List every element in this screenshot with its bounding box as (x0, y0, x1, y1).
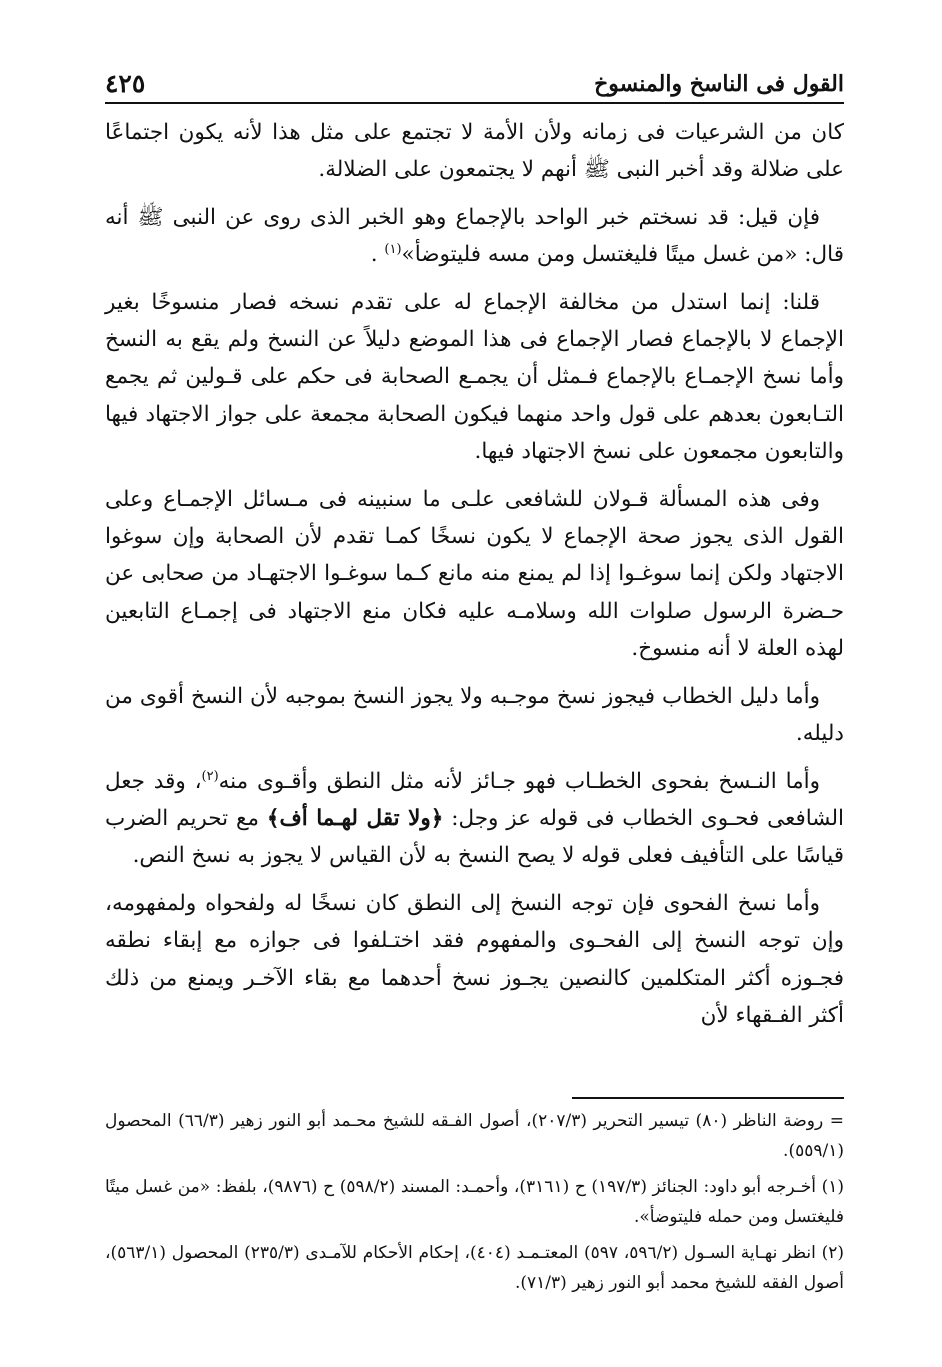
paragraph-7: وأما نسخ الفحوى فإن توجه النسخ إلى النطق كان نسخًا له ولفحواه ولمفهومه، وإن توجه النسخ إلى الفحـوى والمفهوم فقد اختـلفوا فى جوازه مع إبقاء نطقه فجـوزه أكثر المتكلمين كالنصين يجـوز نسخ أحدهما مع بقاء الآخـر ويمنع من ذلك أكثر الفـقهاء لأن (105, 890, 844, 1028)
paragraph-1: كان من الشرعيات فى زمانه ولأن الأمة لا تجتمع على مثل هذا لأنه يكون اجتماعًا على ضلالة وقد أخبر النبى ﷺ أنهم لا يجتمعون على الضلالة. (105, 120, 844, 183)
page-number: ٤٢٥ (105, 69, 146, 98)
running-title: القول فى الناسخ والمنسوخ (594, 71, 844, 97)
footnote-separator (572, 1097, 844, 1099)
page-header (105, 62, 844, 104)
paragraph-4: وفى هذه المسألة قـولان للشافعى علـى ما سنبينه فى مـسائل الإجمـاع وعلى القول الذى يجوز صحة الإجماع لا يكون نسخًا كمـا تقدم لأن الصحابة وإن سوغوا الاجتهاد ولكن إنما سوغـوا إذا لم يمنع منه مانع كـما سوغـوا الاجتهـاد من صحابى عن حـضرة الرسول صلوات الله وسلامـه عليه فكان منع الاجتهاد فى إجمـاع التابعين لهذه العلة لا أنه منسوخ. (105, 486, 844, 662)
paragraph-2 (105, 199, 844, 274)
footnotes (105, 1106, 844, 1304)
paragraph-6-part-b: ، وقد جعل الشافعى فحـوى الخطاب فى قوله عز وجل: (105, 768, 844, 831)
paragraph-2-end: . (370, 242, 385, 268)
footnote-continuation: = روضة الناظر (٨٠) تيسير التحرير (٢٠٧/٣)، أصول الفـقه للشيخ محـمد أبو النور زهير (٦٦/٣) المحصول (٥٥٩/١). (105, 1111, 844, 1161)
paragraph-3: قلنا: إنما استدل من مخالفة الإجماع له على تقدم نسخه فصار منسوخًا بغير الإجماع لا بالإجماع فصار الإجماع فى هذا الموضع دليلاً عن النسخ ولم يقع به النسخ وأما نسخ الإجمـاع بالإجماع فـمثل أن يجمـع الصحابة فى حكم على قـولين ثم يجمع التـابعون بعدهم على قول واحد منهما فيكون الصحابة مجمعة على جواز الاجتهاد فيها والتابعون مجمعون على نسخ الاجتهاد فيها. (105, 289, 844, 465)
footnote-ref-1: (١) (384, 242, 402, 258)
footnote-ref-2: (٢) (201, 768, 219, 784)
paragraph-6-part-c: مع تحريم الضرب قياسًا على التأفيف فعلى قوله لا يصح النسخ به لأن القياس لا يجوز به نسخ النص. (105, 805, 844, 869)
paragraph-2-text: فإن قيل: قد نسختم خبر الواحد بالإجماع وهو الخبر الذى روى عن النبى ﷺ أنه قال: «من غسل ميتًا فليغتسل ومن مسه فليتوضأ» (105, 204, 844, 268)
footnote-1: (١) أخـرجه أبو داود: الجنائز (١٩٧/٣) ح (٣١٦١)، وأحمـد: المسند (٥٩٨/٢) ح (٩٨٧٦)، بلفظ: «من غسل ميتًا فليغتسل ومن حمله فليتوضأ». (105, 1177, 844, 1227)
main-text (105, 114, 844, 1044)
quran-quote: ﴿ولا تقل لهـما أف﴾ (266, 805, 444, 831)
paragraph-5: وأما دليل الخطاب فيجوز نسخ موجـبه ولا يجوز النسخ بموجبه لأن النسخ أقوى من دليله. (105, 683, 844, 747)
footnote-2: (٢) انظر نهـاية السـول (٥٩٦/٢، ٥٩٧) المعتـمـد (٤٠٤)، إحكام الأحكام للآمـدى (٢٣٥/٣) المحصول (٥٦٣/١)، أصول الفقه للشيخ محمد أبو النور زهير (٧١/٣). (105, 1243, 845, 1293)
paragraph-6-part-a: وأما النـسخ بفحوى الخطـاب فهو جـائز لأنه مثل النطق وأقـوى منه (218, 768, 820, 794)
paragraph-6 (105, 763, 844, 875)
